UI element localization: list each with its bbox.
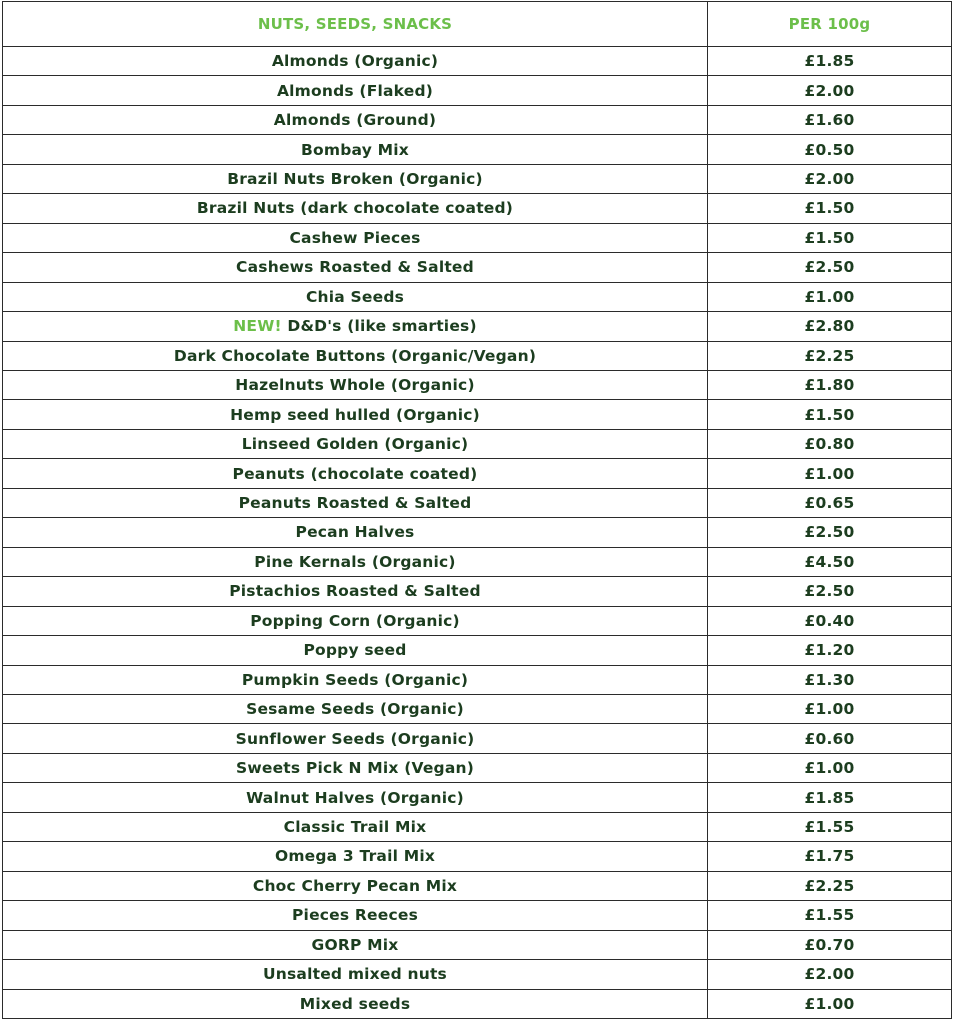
product-price: £1.80 [708,370,952,399]
table-row [3,812,952,841]
table-row [3,665,952,694]
product-name: Chia Seeds [305,287,405,306]
product-price: £1.50 [708,194,952,223]
table-row [3,282,952,311]
product-price: £0.40 [708,606,952,635]
product-price: £0.70 [708,930,952,959]
product-name: Sweets Pick N Mix (Vegan) [235,759,475,778]
product-name-cell [3,547,708,576]
product-name-cell [3,164,708,193]
table-row [3,164,952,193]
product-price: £1.20 [708,636,952,665]
product-name: Omega 3 Trail Mix [274,847,436,866]
product-price: £2.50 [708,518,952,547]
product-name-cell [3,606,708,635]
product-price: £1.00 [708,282,952,311]
product-name-cell [3,871,708,900]
product-name-cell [3,783,708,812]
product-name-cell [3,76,708,105]
product-name: Almonds (Organic) [271,52,439,71]
product-name: Almonds (Ground) [273,111,437,130]
product-name: Choc Cherry Pecan Mix [252,876,458,895]
product-price: £1.30 [708,665,952,694]
table-row [3,194,952,223]
product-name-cell [3,842,708,871]
product-name: Hazelnuts Whole (Organic) [235,376,475,395]
table-row [3,636,952,665]
product-price: £1.75 [708,842,952,871]
product-name-cell [3,577,708,606]
product-name-cell [3,753,708,782]
table-row [3,47,952,76]
product-name: GORP Mix [311,935,399,954]
product-name: Mixed seeds [299,994,411,1013]
product-name: Pieces Reeces [292,906,418,925]
product-name-cell [3,518,708,547]
product-name-cell [3,400,708,429]
product-price: £0.50 [708,135,952,164]
product-price: £1.85 [708,783,952,812]
product-name-cell [3,282,708,311]
product-name: Peanuts Roasted & Salted [238,494,472,513]
product-price: £1.55 [708,812,952,841]
product-price: £1.00 [708,989,952,1019]
product-name: Cashews Roasted & Salted [236,258,474,277]
product-price: £0.80 [708,429,952,458]
product-price: £2.00 [708,76,952,105]
price-list-body [3,47,952,1019]
product-name: Walnut Halves (Organic) [246,788,464,807]
product-name: Pine Kernals (Organic) [254,552,456,571]
table-row [3,253,952,282]
product-price: £0.60 [708,724,952,753]
product-name-cell [3,724,708,753]
product-name-cell [3,341,708,370]
product-price: £2.50 [708,253,952,282]
table-row [3,488,952,517]
product-name-cell [3,930,708,959]
product-price: £1.00 [708,459,952,488]
product-name-cell [3,135,708,164]
product-price: £0.65 [708,488,952,517]
product-name-cell [3,312,708,341]
table-row [3,135,952,164]
product-name: Cashew Pieces [289,228,421,247]
product-name: Classic Trail Mix [283,818,427,836]
table-row [3,429,952,458]
product-name: Brazil Nuts (dark chocolate coated) [196,199,514,218]
product-name: Sunflower Seeds (Organic) [235,729,475,748]
product-price: £4.50 [708,547,952,576]
product-price: £2.25 [708,871,952,900]
product-price: £1.85 [708,47,952,76]
product-price: £2.25 [708,341,952,370]
product-name-cell [3,370,708,399]
table-row [3,871,952,900]
product-price: £1.00 [708,753,952,782]
product-name: Unsalted mixed nuts [262,965,447,984]
table-row [3,518,952,547]
product-name-cell [3,223,708,252]
product-name-cell [3,47,708,76]
table-row [3,901,952,930]
product-name-cell [3,194,708,223]
product-name: Pumpkin Seeds (Organic) [241,670,469,689]
product-name: Popping Corn (Organic) [250,611,460,630]
table-row [3,930,952,959]
product-price: £2.00 [708,960,952,989]
product-price: £1.50 [708,400,952,429]
table-row [3,400,952,429]
product-name-cell [3,665,708,694]
table-row [3,459,952,488]
new-badge: NEW! [233,317,282,336]
product-name-cell [3,694,708,723]
table-row [3,960,952,989]
product-price: £2.80 [708,312,952,341]
table-row [3,989,952,1019]
product-name-cell [3,812,708,841]
product-name: Hemp seed hulled (Organic) [230,405,480,424]
product-column-header: NUTS, SEEDS, SNACKS [3,2,708,47]
product-name: D&D's (like smarties) [287,317,477,336]
product-price: £2.50 [708,577,952,606]
table-row [3,783,952,812]
product-name-cell [3,636,708,665]
product-name: Poppy seed [303,641,407,660]
table-row [3,547,952,576]
product-name-cell [3,253,708,282]
table-row [3,370,952,399]
table-row [3,76,952,105]
table-row [3,606,952,635]
product-name-cell [3,901,708,930]
product-name: Dark Chocolate Buttons (Organic/Vegan) [173,346,537,365]
table-row [3,223,952,252]
product-name-cell [3,488,708,517]
product-name-cell [3,989,708,1019]
product-price: £1.55 [708,901,952,930]
product-name: Bombay Mix [301,140,409,159]
product-name: Brazil Nuts Broken (Organic) [227,170,483,189]
product-name-cell [3,429,708,458]
product-price: £1.60 [708,105,952,134]
product-name: Linseed Golden (Organic) [241,435,469,454]
table-row [3,341,952,370]
price-column-header: PER 100g [708,2,952,47]
table-row [3,753,952,782]
table-row [3,694,952,723]
table-row [3,577,952,606]
table-row [3,312,952,341]
product-price: £1.50 [708,223,952,252]
product-name-cell [3,105,708,134]
product-name-cell [3,960,708,989]
table-row [3,724,952,753]
table-row [3,842,952,871]
table-header-row [3,2,952,47]
product-price: £2.00 [708,164,952,193]
product-name: Pistachios Roasted & Salted [229,582,481,601]
product-name: Almonds (Flaked) [276,81,434,100]
product-name-cell [3,459,708,488]
price-list-table [2,1,952,1019]
product-name: Peanuts (chocolate coated) [232,464,478,483]
product-name: Pecan Halves [295,523,415,542]
product-price: £1.00 [708,694,952,723]
table-row [3,105,952,134]
product-name: Sesame Seeds (Organic) [246,700,464,719]
